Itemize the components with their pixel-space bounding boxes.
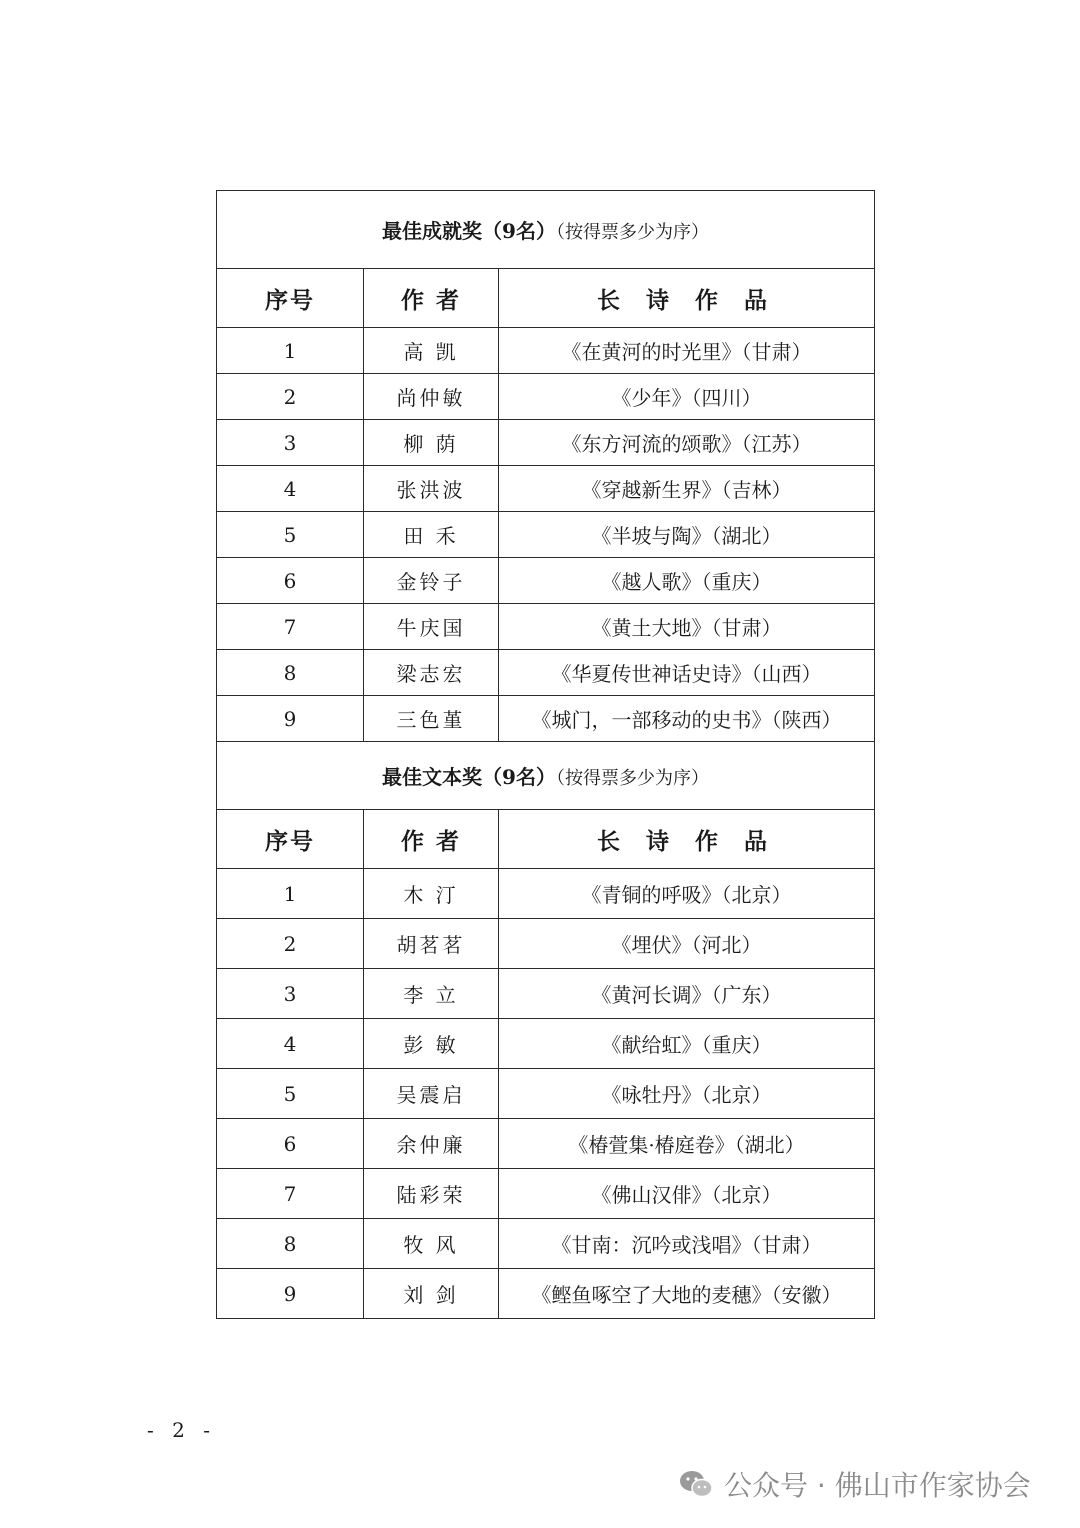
table-row [217, 1269, 875, 1319]
row-work: 《在黄河的时光里》（甘肃） [499, 328, 875, 374]
row-work: 《黄河长调》（广东） [499, 969, 875, 1019]
row-number: 2 [217, 374, 364, 420]
row-work: 《鲣鱼啄空了大地的麦穗》（安徽） [499, 1269, 875, 1319]
row-work: 《东方河流的颂歌》（江苏） [499, 420, 875, 466]
row-number: 1 [217, 328, 364, 374]
row-work: 《埋伏》（河北） [499, 919, 875, 969]
row-number: 6 [217, 1119, 364, 1169]
table-row [217, 328, 875, 374]
row-author: 梁志宏 [364, 650, 499, 696]
table-row [217, 869, 875, 919]
row-author: 彭 敏 [364, 1019, 499, 1069]
row-author: 田 禾 [364, 512, 499, 558]
row-number: 1 [217, 869, 364, 919]
award-table [216, 190, 875, 1319]
row-work: 《椿萱集·椿庭卷》（湖北） [499, 1119, 875, 1169]
row-work: 《甘南：沉吟或浅唱》（甘肃） [499, 1219, 875, 1269]
row-author: 张洪波 [364, 466, 499, 512]
row-work: 《华夏传世神话史诗》（山西） [499, 650, 875, 696]
row-number: 9 [217, 1269, 364, 1319]
row-number: 8 [217, 1219, 364, 1269]
row-author: 吴震启 [364, 1069, 499, 1119]
table-row [217, 1219, 875, 1269]
row-work: 《献给虹》（重庆） [499, 1019, 875, 1069]
table-row [217, 969, 875, 1019]
row-author: 牛庆国 [364, 604, 499, 650]
row-work: 《穿越新生界》（吉林） [499, 466, 875, 512]
section-title-main: 最佳成就奖（9名） [382, 219, 556, 243]
table-row [217, 1019, 875, 1069]
section-title [217, 742, 875, 810]
table-row [217, 919, 875, 969]
row-author: 高 凯 [364, 328, 499, 374]
row-number: 2 [217, 919, 364, 969]
section-title-note: （按得票多少为序） [555, 222, 709, 243]
row-number: 6 [217, 558, 364, 604]
watermark-text: 公众号 · 佛山市作家协会 [724, 1469, 1031, 1502]
row-number: 9 [217, 696, 364, 742]
row-number: 7 [217, 604, 364, 650]
section-title-row [217, 191, 875, 269]
row-work: 《半坡与陶》（湖北） [499, 512, 875, 558]
row-number: 3 [217, 969, 364, 1019]
row-author: 尚仲敏 [364, 374, 499, 420]
row-author: 刘 剑 [364, 1269, 499, 1319]
row-number: 8 [217, 650, 364, 696]
header-work: 长 诗 作 品 [499, 810, 875, 869]
watermark [678, 1462, 1031, 1506]
row-work: 《青铜的呼吸》（北京） [499, 869, 875, 919]
row-author: 牧 风 [364, 1219, 499, 1269]
row-number: 4 [217, 1019, 364, 1069]
header-number: 序号 [217, 269, 364, 328]
section-title-main: 最佳文本奖（9名） [382, 765, 556, 789]
row-work: 《越人歌》（重庆） [499, 558, 875, 604]
row-work: 《黄土大地》（甘肃） [499, 604, 875, 650]
row-author: 胡茗茗 [364, 919, 499, 969]
header-number: 序号 [217, 810, 364, 869]
table-row [217, 466, 875, 512]
table-row [217, 512, 875, 558]
row-work: 《城门，一部移动的史书》（陕西） [499, 696, 875, 742]
row-work: 《佛山汉俳》（北京） [499, 1169, 875, 1219]
row-author: 金铃子 [364, 558, 499, 604]
row-number: 3 [217, 420, 364, 466]
row-author: 余仲廉 [364, 1119, 499, 1169]
header-row [217, 269, 875, 328]
table-row [217, 604, 875, 650]
row-work: 《少年》（四川） [499, 374, 875, 420]
header-row [217, 810, 875, 869]
header-author: 作 者 [364, 269, 499, 328]
row-author: 三色堇 [364, 696, 499, 742]
section-title-note: （按得票多少为序） [555, 768, 709, 789]
row-number: 4 [217, 466, 364, 512]
table-row [217, 420, 875, 466]
row-work: 《咏牡丹》（北京） [499, 1069, 875, 1119]
row-number: 5 [217, 1069, 364, 1119]
row-number: 7 [217, 1169, 364, 1219]
table-row [217, 1119, 875, 1169]
row-number: 5 [217, 512, 364, 558]
row-author: 柳 荫 [364, 420, 499, 466]
header-work: 长 诗 作 品 [499, 269, 875, 328]
table-row [217, 1169, 875, 1219]
header-author: 作 者 [364, 810, 499, 869]
wechat-icon [678, 1469, 714, 1499]
row-author: 木 汀 [364, 869, 499, 919]
section-title [217, 191, 875, 269]
page-number: - 2 - [147, 1418, 216, 1442]
table-row [217, 374, 875, 420]
row-author: 陆彩荣 [364, 1169, 499, 1219]
table-row [217, 650, 875, 696]
table-row [217, 558, 875, 604]
row-author: 李 立 [364, 969, 499, 1019]
section-title-row [217, 742, 875, 810]
table-row [217, 1069, 875, 1119]
table-row [217, 696, 875, 742]
